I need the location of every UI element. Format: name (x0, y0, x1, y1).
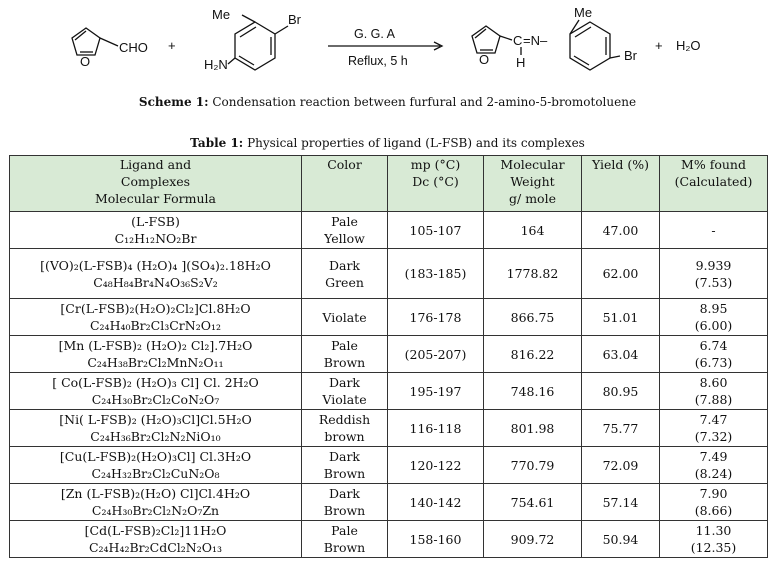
condition-reflux: Reflux, 5 h (348, 54, 408, 68)
cell-mp: 120-122 (388, 447, 484, 484)
cell-molecular-weight: 816.22 (484, 336, 582, 373)
cell-color: Pale Yellow (302, 212, 388, 249)
water-label: H₂O (676, 38, 701, 53)
header-metal-percent: M% found (Calculated) (660, 156, 768, 212)
table-row (10, 484, 768, 521)
cell-compound: [Cd(L-FSB)₂Cl₂]11H₂O C₂₄H₄₂Br₂CdCl₂N₂O₁₃ (10, 521, 302, 558)
product-imine-hydrogen: H (516, 55, 526, 70)
plus-sign-2: + (655, 38, 663, 53)
cell-color: Dark Green (302, 249, 388, 299)
cell-color: Dark Brown (302, 447, 388, 484)
aniline-amine-label: H₂N (204, 57, 228, 72)
cell-metal-percent: 7.90 (8.66) (660, 484, 768, 521)
table-header-row (10, 156, 768, 212)
table-row (10, 336, 768, 373)
product-methyl-label: Me (574, 5, 593, 20)
table-row (10, 212, 768, 249)
table-title-text: Physical properties of ligand (L-FSB) and its complexes (243, 136, 585, 150)
cell-molecular-weight: 164 (484, 212, 582, 249)
cell-mp: (183-185) (388, 249, 484, 299)
product-imine-nitrogen: =N– (523, 33, 548, 48)
cell-compound: (L-FSB) C₁₂H₁₂NO₂Br (10, 212, 302, 249)
cell-compound: [Mn (L-FSB)₂ (H₂O)₂ Cl₂].7H₂O C₂₄H₃₈Br₂Cl₂MnN₂O₁₁ (10, 336, 302, 373)
cell-molecular-weight: 866.75 (484, 299, 582, 336)
product-bromo-label: Br (624, 48, 637, 63)
header-mp: mp (°C) Dc (°C) (388, 156, 484, 212)
properties-table (9, 155, 768, 558)
cell-mp: 176-178 (388, 299, 484, 336)
table-body (10, 212, 768, 558)
cell-metal-percent: 7.47 (7.32) (660, 410, 768, 447)
cell-compound: [Zn (L-FSB)₂(H₂O) Cl]Cl.4H₂O C₂₄H₃₀Br₂Cl₂N₂O₇Zn (10, 484, 302, 521)
cell-metal-percent: 6.74 (6.73) (660, 336, 768, 373)
cell-color: Violate (302, 299, 388, 336)
cell-molecular-weight: 754.61 (484, 484, 582, 521)
cell-color: Pale Brown (302, 336, 388, 373)
table-row (10, 249, 768, 299)
cell-yield: 80.95 (582, 373, 660, 410)
reaction-scheme (0, 0, 775, 90)
cell-metal-percent: 8.95 (6.00) (660, 299, 768, 336)
aniline-bromo-label: Br (288, 12, 301, 27)
cell-color: Dark Violate (302, 373, 388, 410)
plus-sign-1: + (168, 38, 176, 53)
cell-yield: 47.00 (582, 212, 660, 249)
header-compound: Ligand and Complexes Molecular Formula (10, 156, 302, 212)
table-row (10, 410, 768, 447)
cell-yield: 75.77 (582, 410, 660, 447)
cell-metal-percent: 7.49 (8.24) (660, 447, 768, 484)
cell-mp: 195-197 (388, 373, 484, 410)
cell-color: Dark Brown (302, 484, 388, 521)
table-title-label: Table 1: (190, 136, 244, 150)
cell-yield: 50.94 (582, 521, 660, 558)
cell-compound: [(VO)₂(L-FSB)₄ (H₂O)₄ ](SO₄)₂.18H₂O C₄₈H₈₄Br₄N₄O₃₆S₂V₂ (10, 249, 302, 299)
product-furan-ring-icon (472, 26, 500, 53)
header-color: Color (302, 156, 388, 212)
cell-compound: [Cu(L-FSB)₂(H₂O)₃Cl] Cl.3H₂O C₂₄H₃₂Br₂Cl₂CuN₂O₈ (10, 447, 302, 484)
furfural-ring-icon (72, 28, 100, 55)
cell-yield: 72.09 (582, 447, 660, 484)
cell-molecular-weight: 748.16 (484, 373, 582, 410)
cell-mp: (205-207) (388, 336, 484, 373)
product-imine-carbon: C (513, 33, 523, 48)
cell-molecular-weight: 770.79 (484, 447, 582, 484)
cell-compound: [ Co(L-FSB)₂ (H₂O)₃ Cl] Cl. 2H₂O C₂₄H₃₀Br₂Cl₂CoN₂O₇ (10, 373, 302, 410)
furfural-oxygen-label: O (80, 54, 91, 69)
table-title (0, 136, 775, 150)
cell-molecular-weight: 801.98 (484, 410, 582, 447)
scheme-caption (0, 95, 775, 109)
cell-metal-percent: 11.30 (12.35) (660, 521, 768, 558)
table-row (10, 521, 768, 558)
condition-catalyst: G. G. A (354, 27, 395, 41)
product-benzene-ring-icon (570, 22, 610, 70)
cell-compound: [Ni( L-FSB)₂ (H₂O)₃Cl]Cl.5H₂O C₂₄H₃₆Br₂Cl₂N₂NiO₁₀ (10, 410, 302, 447)
cell-mp: 116-118 (388, 410, 484, 447)
cell-compound: [Cr(L-FSB)₂(H₂O)₂Cl₂]Cl.8H₂O C₂₄H₄₀Br₂Cl₃CrN₂O₁₂ (10, 299, 302, 336)
cell-yield: 57.14 (582, 484, 660, 521)
cell-molecular-weight: 909.72 (484, 521, 582, 558)
cell-mp: 158-160 (388, 521, 484, 558)
table-row (10, 447, 768, 484)
aniline-methyl-label: Me (212, 7, 231, 22)
cell-mp: 140-142 (388, 484, 484, 521)
cell-yield: 62.00 (582, 249, 660, 299)
scheme-caption-label: Scheme 1: (138, 95, 209, 109)
reaction-scheme-drawing (0, 0, 775, 90)
cell-metal-percent: - (660, 212, 768, 249)
cell-color: Reddish brown (302, 410, 388, 447)
header-yield: Yield (%) (582, 156, 660, 212)
header-molecular-weight: Molecular Weight g/ mole (484, 156, 582, 212)
cell-metal-percent: 8.60 (7.88) (660, 373, 768, 410)
cell-mp: 105-107 (388, 212, 484, 249)
table-row (10, 299, 768, 336)
product-oxygen-label: O (479, 52, 490, 67)
scheme-caption-text: Condensation reaction between furfural and 2-amino-5-bromotoluene (208, 95, 637, 109)
furfural-cho-label: CHO (119, 40, 148, 55)
cell-yield: 51.01 (582, 299, 660, 336)
cell-yield: 63.04 (582, 336, 660, 373)
cell-color: Pale Brown (302, 521, 388, 558)
cell-metal-percent: 9.939 (7.53) (660, 249, 768, 299)
table-row (10, 373, 768, 410)
cell-molecular-weight: 1778.82 (484, 249, 582, 299)
aniline-ring-icon (235, 22, 275, 70)
